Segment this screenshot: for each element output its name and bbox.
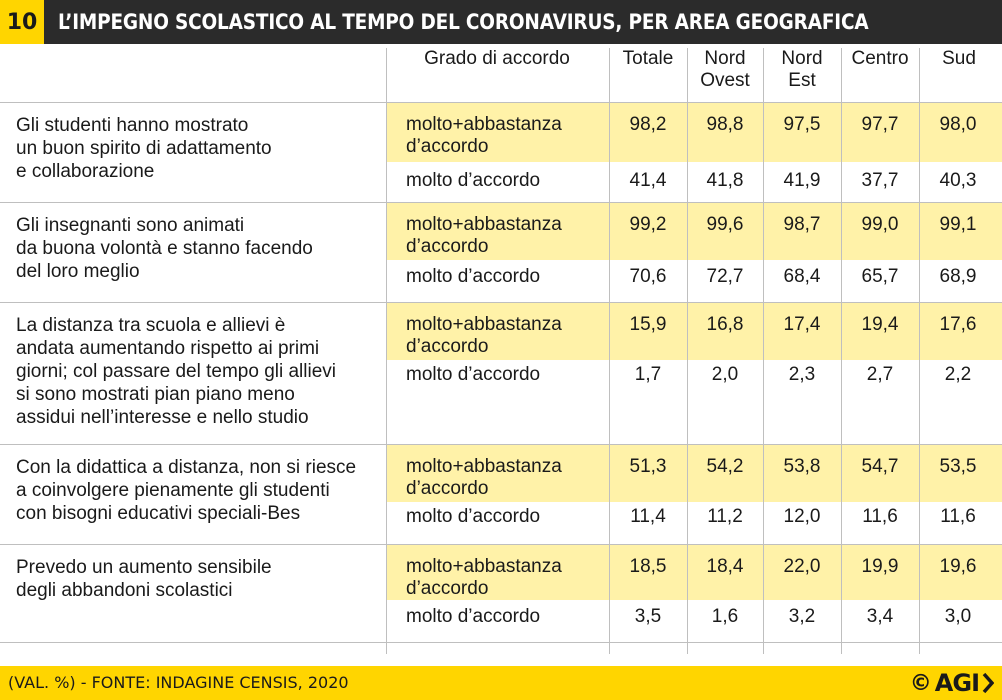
- value-cell: 17,4: [783, 314, 821, 335]
- statement-line: Prevedo un aumento sensibile: [16, 557, 272, 578]
- statement-text: [16, 214, 376, 283]
- value-cell: 3,0: [944, 606, 972, 627]
- value-cell: 2,2: [944, 364, 972, 385]
- value-cell: 12,0: [783, 506, 821, 527]
- col-header-nord-ovest-line2: Ovest: [700, 70, 750, 91]
- row-label: [406, 556, 606, 600]
- value-cell: 54,7: [861, 456, 899, 477]
- chevron-right-icon: [982, 672, 994, 694]
- row-label: [406, 456, 606, 500]
- value-cell: 72,7: [706, 266, 744, 287]
- row-label-line: d’accordo: [406, 478, 489, 499]
- value-cell: 11,6: [862, 506, 898, 527]
- col-header-centro: Centro: [851, 48, 909, 69]
- value-cell: 98,7: [783, 214, 821, 235]
- value-cell: 11,2: [707, 506, 743, 527]
- figure-number: 10: [0, 0, 44, 44]
- value-cell: 37,7: [861, 170, 899, 191]
- value-cell: 65,7: [861, 266, 899, 287]
- statement-text: [16, 456, 376, 525]
- value-cell: 99,2: [629, 214, 667, 235]
- value-cell: 99,6: [706, 214, 744, 235]
- group-divider: [0, 102, 1002, 103]
- row-label-line: molto+abbastanza: [406, 114, 562, 135]
- value-cell: 41,9: [783, 170, 821, 191]
- source-note: (VAL. %) - FONTE: INDAGINE CENSIS, 2020: [8, 673, 349, 692]
- statement-line: assidui nell’interesse e nello studio: [16, 407, 309, 428]
- statement-line: e collaborazione: [16, 161, 155, 182]
- statement-line: con bisogni educativi speciali-Bes: [16, 503, 301, 524]
- value-cell: 40,3: [939, 170, 977, 191]
- col-header-nord-ovest-line1: Nord: [704, 48, 746, 69]
- value-cell: 68,4: [783, 266, 821, 287]
- value-cell: 19,9: [861, 556, 899, 577]
- value-cell: 99,0: [861, 214, 899, 235]
- col-header-nord-est-line2: Est: [788, 70, 816, 91]
- row-label: [406, 314, 606, 358]
- col-header-nord-ovest: [688, 48, 762, 92]
- value-cell: 1,7: [634, 364, 662, 385]
- footer-bar: [0, 666, 1002, 700]
- row-label: [406, 170, 606, 192]
- value-cell: 41,8: [706, 170, 744, 191]
- value-cell: 41,4: [629, 170, 667, 191]
- column-divider: [609, 48, 610, 654]
- group-divider: [0, 302, 1002, 303]
- value-cell: 2,7: [866, 364, 894, 385]
- column-divider: [841, 48, 842, 654]
- statement-line: giorni; col passare del tempo gli allievi: [16, 361, 336, 382]
- chart-title: L’IMPEGNO SCOLASTICO AL TEMPO DEL CORONAVIRUS, PER AREA GEOGRAFICA: [58, 10, 869, 34]
- statement-line: degli abbandoni scolastici: [16, 580, 233, 601]
- value-cell: 97,5: [783, 114, 821, 135]
- statement-line: Gli insegnanti sono animati: [16, 215, 245, 236]
- value-cell: 3,4: [866, 606, 894, 627]
- value-cell: 17,6: [939, 314, 977, 335]
- statement-line: Gli studenti hanno mostrato: [16, 115, 249, 136]
- value-cell: 18,5: [629, 556, 667, 577]
- statement-line: a coinvolgere pienamente gli studenti: [16, 480, 330, 501]
- row-label: [406, 506, 606, 528]
- value-cell: 2,0: [711, 364, 739, 385]
- column-divider: [687, 48, 688, 654]
- row-label: [406, 364, 606, 386]
- row-label-line: molto+abbastanza: [406, 214, 562, 235]
- value-cell: 51,3: [629, 456, 667, 477]
- row-label-line: molto+abbastanza: [406, 314, 562, 335]
- col-header-grado: Grado di accordo: [424, 48, 570, 69]
- value-cell: 53,5: [939, 456, 977, 477]
- value-cell: 11,4: [630, 506, 666, 527]
- col-header-nord-est: [764, 48, 840, 92]
- value-cell: 98,8: [706, 114, 744, 135]
- value-cell: 98,0: [939, 114, 977, 135]
- row-label-line: molto d’accordo: [406, 506, 541, 527]
- col-header-nord-est-line1: Nord: [781, 48, 823, 69]
- row-label-line: d’accordo: [406, 236, 489, 257]
- statement-line: si sono mostrati pian piano meno: [16, 384, 295, 405]
- row-label: [406, 214, 606, 258]
- statement-line: del loro meglio: [16, 261, 140, 282]
- column-divider: [763, 48, 764, 654]
- statement-line: andata aumentando rispetto ai primi: [16, 338, 320, 359]
- row-label-line: molto d’accordo: [406, 170, 541, 191]
- statement-text: [16, 314, 376, 429]
- value-cell: 1,6: [711, 606, 739, 627]
- statement-line: La distanza tra scuola e allievi è: [16, 315, 286, 336]
- group-divider: [0, 544, 1002, 545]
- value-cell: 3,5: [634, 606, 662, 627]
- group-divider: [0, 444, 1002, 445]
- row-label-line: d’accordo: [406, 336, 489, 357]
- logo-text: AGI: [934, 669, 979, 697]
- value-cell: 11,6: [940, 506, 976, 527]
- value-cell: 98,2: [629, 114, 667, 135]
- col-header-sud: Sud: [942, 48, 976, 69]
- row-label: [406, 266, 606, 288]
- column-divider: [919, 48, 920, 654]
- value-cell: 15,9: [629, 314, 667, 335]
- row-label: [406, 114, 606, 158]
- statement-text: [16, 556, 376, 602]
- row-label-line: d’accordo: [406, 136, 489, 157]
- value-cell: 99,1: [939, 214, 977, 235]
- row-label-line: molto d’accordo: [406, 606, 541, 627]
- value-cell: 19,4: [861, 314, 899, 335]
- copyright-icon: ©: [909, 670, 932, 696]
- value-cell: 53,8: [783, 456, 821, 477]
- row-label-line: molto d’accordo: [406, 266, 541, 287]
- statement-line: Con la didattica a distanza, non si riesce: [16, 457, 357, 478]
- value-cell: 68,9: [939, 266, 977, 287]
- value-cell: 70,6: [629, 266, 667, 287]
- agi-logo: [910, 669, 994, 697]
- value-cell: 22,0: [783, 556, 821, 577]
- col-header-totale: Totale: [622, 48, 674, 69]
- group-divider: [0, 642, 1002, 643]
- row-label-line: d’accordo: [406, 578, 489, 599]
- value-cell: 19,6: [939, 556, 977, 577]
- value-cell: 54,2: [706, 456, 744, 477]
- column-divider: [386, 48, 387, 654]
- value-cell: 2,3: [788, 364, 816, 385]
- row-label-line: molto+abbastanza: [406, 456, 562, 477]
- statement-text: [16, 114, 376, 183]
- group-divider: [0, 202, 1002, 203]
- title-bar: [0, 0, 1002, 44]
- value-cell: 3,2: [788, 606, 816, 627]
- value-cell: 18,4: [706, 556, 744, 577]
- row-label: [406, 606, 606, 628]
- value-cell: 97,7: [861, 114, 899, 135]
- statement-line: un buon spirito di adattamento: [16, 138, 272, 159]
- row-label-line: molto d’accordo: [406, 364, 541, 385]
- statement-line: da buona volontà e stanno facendo: [16, 238, 313, 259]
- value-cell: 16,8: [706, 314, 744, 335]
- row-label-line: molto+abbastanza: [406, 556, 562, 577]
